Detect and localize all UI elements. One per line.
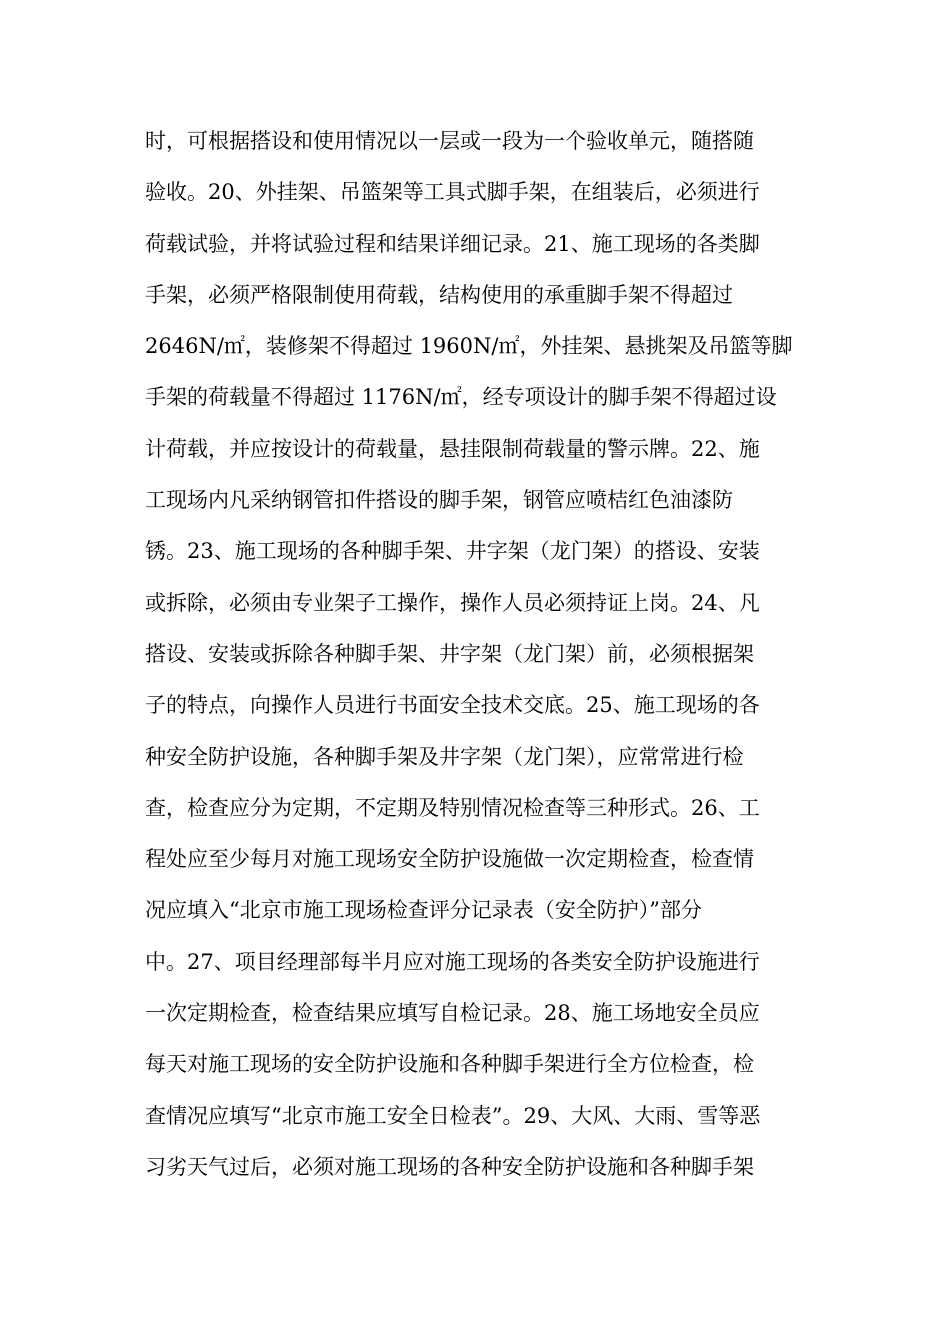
body-text	[145, 116, 805, 1193]
text-line: 习劣天气过后，必须对施工现场的各种安全防护设施和各种脚手架	[145, 1154, 754, 1179]
text-line: 程处应至少每月对施工现场安全防护设施做一次定期检查，检查情	[145, 847, 754, 872]
text-line: 工现场内凡采纳钢管扣件搭设的脚手架，钢管应喷桔红色油漆防	[145, 488, 733, 513]
text-line: 况应填入“北京市施工现场检查评分记录表（安全防护）”部分	[145, 898, 702, 923]
text-line: 或拆除，必须由专业架子工操作，操作人员必须持证上岗。24、凡	[145, 590, 760, 615]
text-line: 锈。23、施工现场的各种脚手架、井字架（龙门架）的搭设、安装	[145, 539, 760, 564]
text-line: 2646N/㎡，装修架不得超过 1960N/㎡，外挂架、悬挑架及吊篮等脚	[145, 334, 793, 359]
text-line: 种安全防护设施，各种脚手架及井字架（龙门架），应常常进行检	[145, 744, 744, 769]
text-line: 中。27、项目经理部每半月应对施工现场的各类安全防护设施进行	[145, 949, 760, 974]
text-line: 计荷载，并应按设计的荷载量，悬挂限制荷载量的警示牌。22、施	[145, 436, 760, 461]
text-line: 子的特点，向操作人员进行书面安全技术交底。25、施工现场的各	[145, 693, 760, 718]
text-line: 手架，必须严格限制使用荷载，结构使用的承重脚手架不得超过	[145, 282, 733, 307]
text-line: 查，检查应分为定期，不定期及特别情况检查等三种形式。26、工	[145, 795, 760, 820]
text-line: 荷载试验，并将试验过程和结果详细记录。21、施工现场的各类脚	[145, 231, 760, 256]
text-line: 搭设、安装或拆除各种脚手架、井字架（龙门架）前，必须根据架	[145, 641, 754, 666]
text-line: 每天对施工现场的安全防护设施和各种脚手架进行全方位检查，检	[145, 1052, 754, 1077]
text-line: 查情况应填写“北京市施工安全日检表”。29、大风、大雨、雪等恶	[145, 1103, 761, 1128]
text-line: 一次定期检查，检查结果应填写自检记录。28、施工场地安全员应	[145, 1001, 760, 1026]
text-line: 验收。20、外挂架、吊篮架等工具式脚手架，在组装后，必须进行	[145, 180, 760, 205]
text-line: 手架的荷载量不得超过 1176N/㎡，经专项设计的脚手架不得超过设	[145, 385, 777, 410]
text-line: 时，可根据搭设和使用情况以一层或一段为一个验收单元，随搭随	[145, 129, 754, 153]
